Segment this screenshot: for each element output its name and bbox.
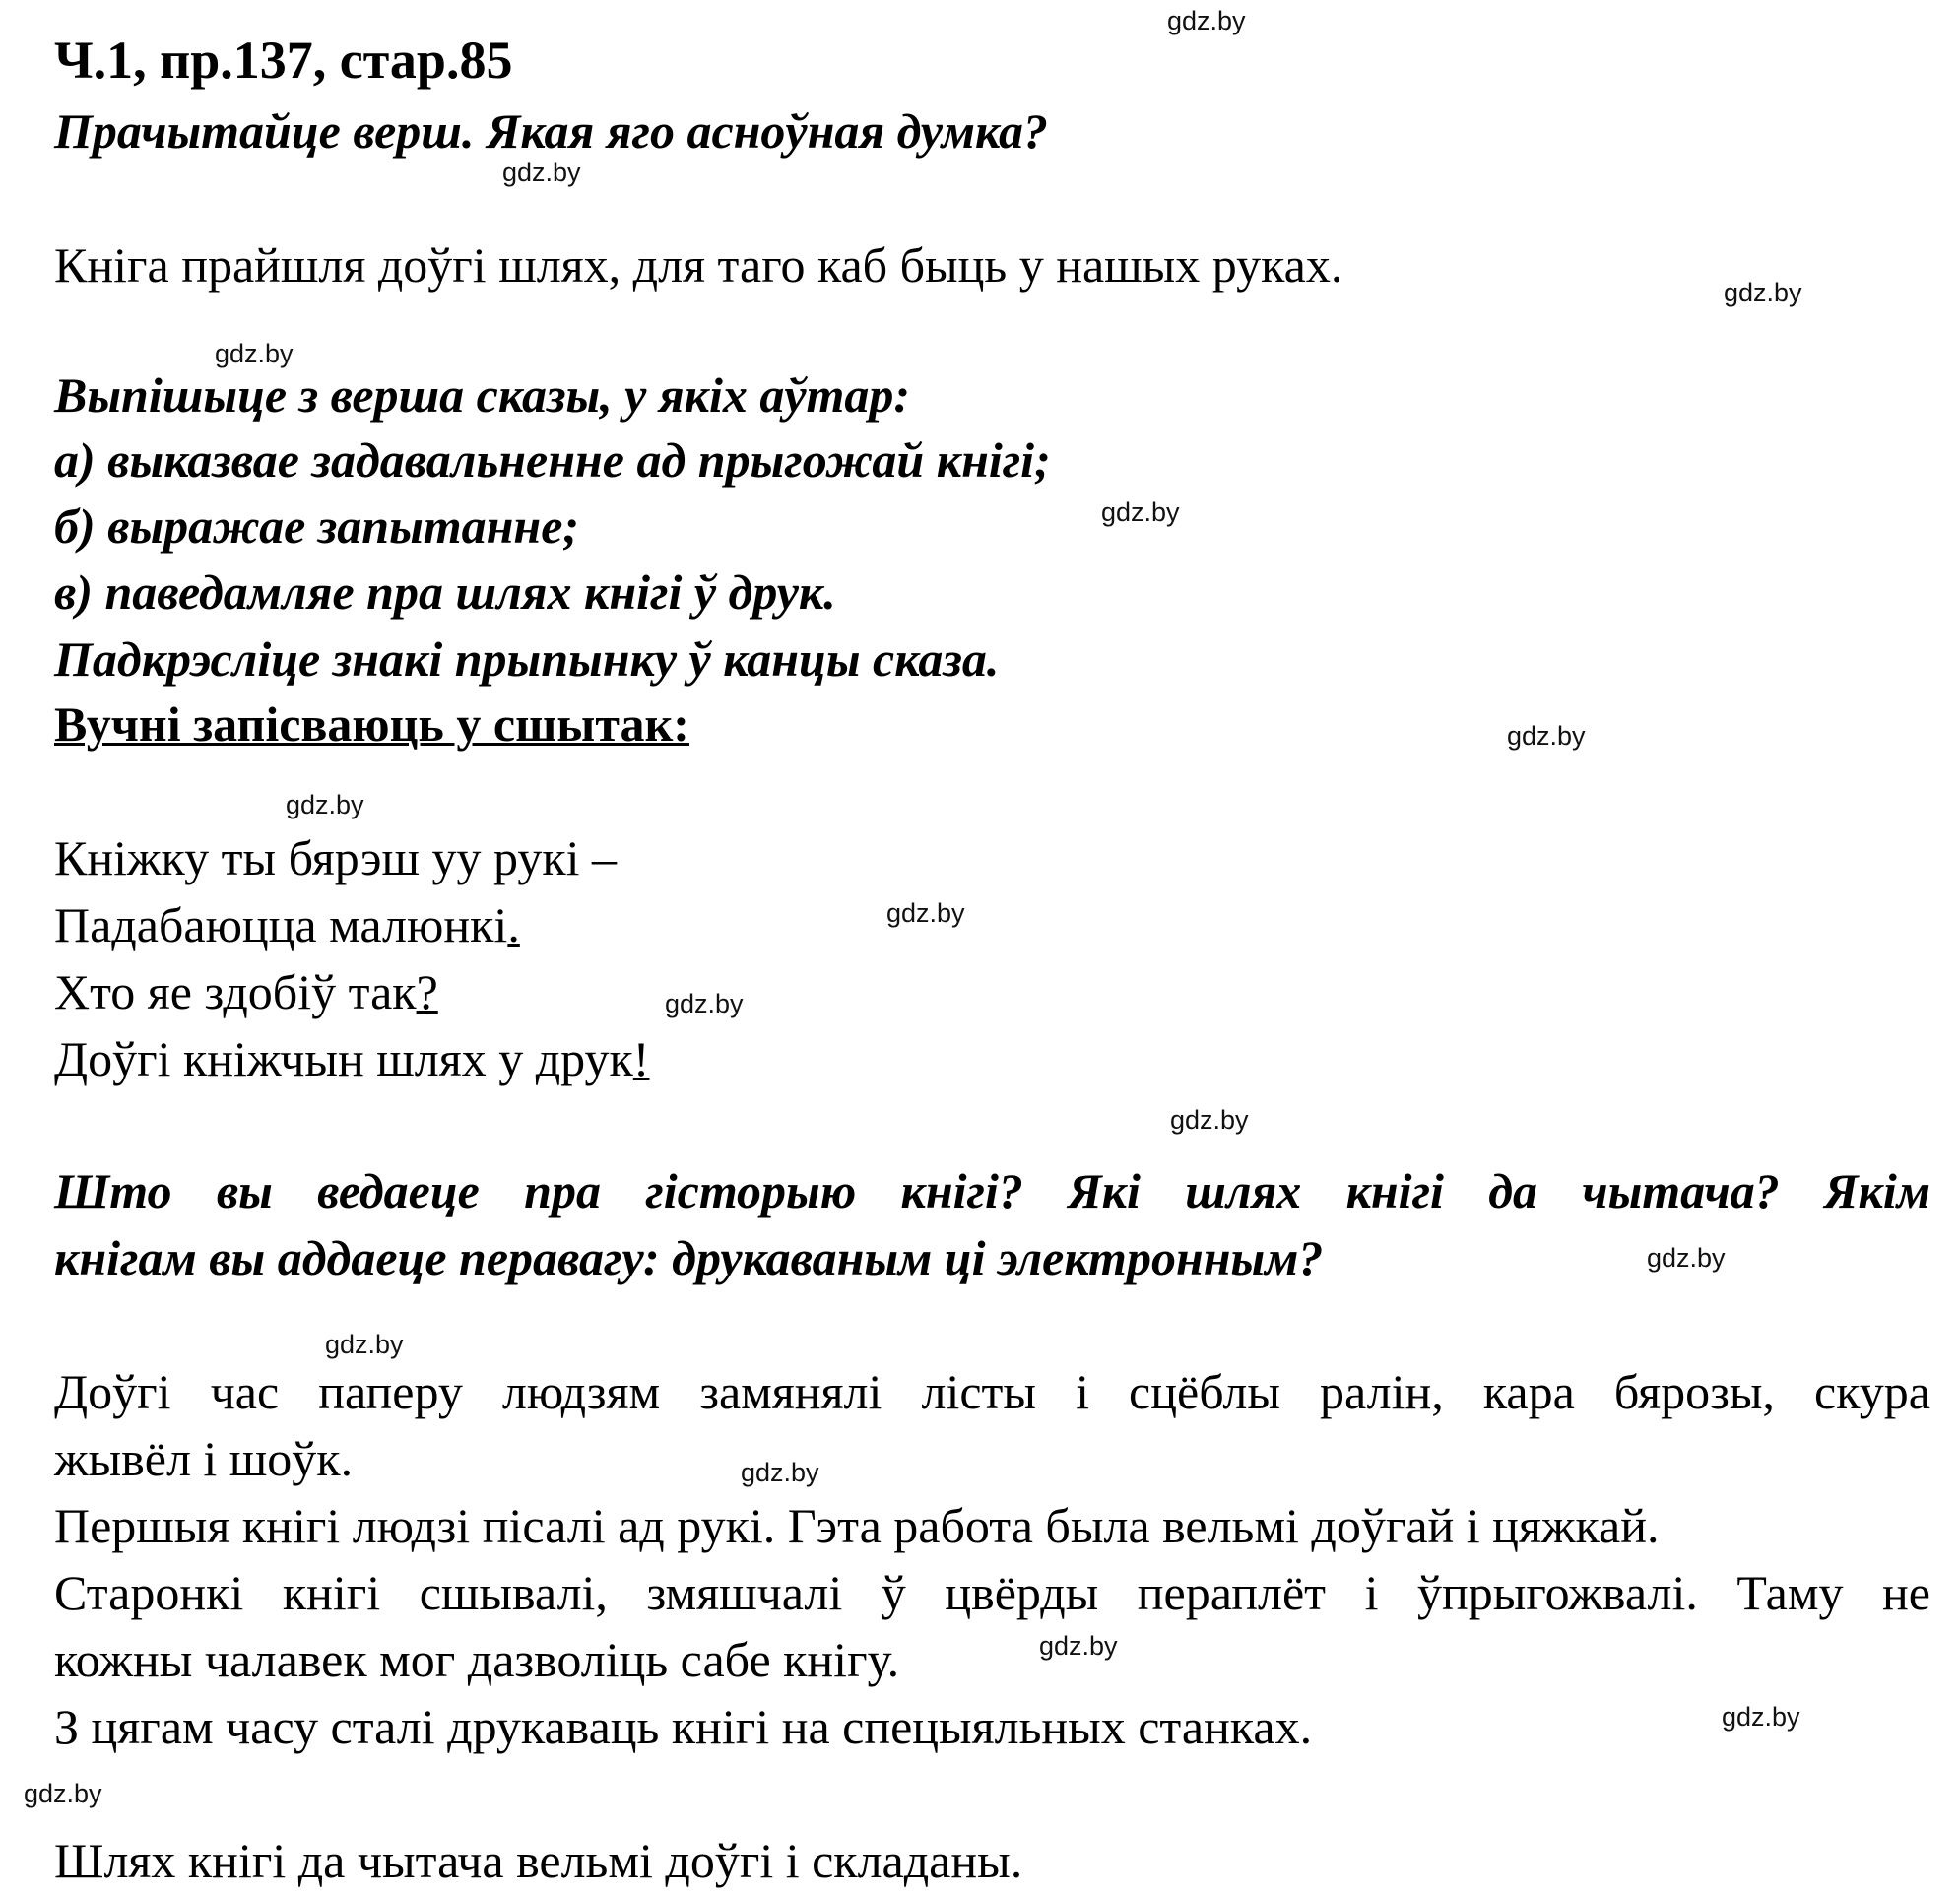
watermark: gdz.by bbox=[665, 989, 744, 1018]
watermark: gdz.by bbox=[1039, 1631, 1118, 1661]
answer-3-line: Старонкі кнігі сшывалі, змяшчалі ў цвёрды пераплёт і ўпрыгожвалі. Таму не bbox=[54, 1565, 1930, 1620]
task-3-question-line-2: кнігам вы аддаеце перавагу: друкаваным ці электронным? bbox=[54, 1230, 1324, 1285]
answer-3-line: жывёл і шоўк. bbox=[54, 1431, 354, 1486]
answer-3-line: Першыя кнігі людзі пісалі ад рукі. Гэта работа была вельмі доўгай і цяжкай. bbox=[54, 1498, 1660, 1553]
task-2-item-b: б) выражае запытанне; bbox=[54, 498, 580, 554]
page-title: Ч.1, пр.137, стар.85 bbox=[54, 31, 513, 90]
watermark: gdz.by bbox=[286, 790, 364, 819]
task-2-underline-instruction: Падкрэсліце знакі прыпынку ў канцы сказа. bbox=[54, 631, 1000, 687]
watermark: gdz.by bbox=[1507, 721, 1586, 751]
watermark: gdz.by bbox=[1101, 497, 1180, 527]
watermark: gdz.by bbox=[1170, 1105, 1249, 1135]
poem-line bbox=[54, 1030, 649, 1087]
watermark: gdz.by bbox=[1167, 6, 1246, 35]
watermark: gdz.by bbox=[1724, 278, 1802, 307]
answer-3-line: кожны чалавек мог дазволіць сабе кнігу. bbox=[54, 1632, 900, 1687]
poem-punct: ! bbox=[632, 1031, 650, 1086]
answer-3-line: Доўгі час паперу людзям замянялі лісты і сцёблы ралін, кара бярозы, скура bbox=[54, 1364, 1930, 1419]
task-3-question-line-1: Што вы ведаеце пра гісторыю кнігі? Які шлях кнігі да чытача? Якім bbox=[54, 1163, 1930, 1218]
poem-text: Кніжку ты бярэш уу рукі – bbox=[54, 830, 617, 885]
poem-text: Падабаюцца малюнкі bbox=[54, 897, 508, 952]
poem-line bbox=[54, 896, 520, 953]
watermark: gdz.by bbox=[325, 1330, 404, 1359]
poem-text: Хто яе здобіў так bbox=[54, 964, 417, 1019]
answer-3-line: З цягам часу сталі друкаваць кнігі на спецыяльных станках. bbox=[54, 1699, 1313, 1754]
task-2-intro: Выпішыце з верша сказы, у якіх аўтар: bbox=[54, 367, 911, 423]
watermark: gdz.by bbox=[1647, 1243, 1726, 1273]
task-2-item-a: а) выказвае задавальненне ад прыгожай кнігі; bbox=[54, 432, 1051, 488]
poem-punct: ? bbox=[416, 964, 438, 1019]
poem-text: Доўгі кніжчын шлях у друк bbox=[54, 1031, 633, 1086]
answer-3-line: Шлях кнігі да чытача вельмі доўгі і складаны. bbox=[54, 1833, 1023, 1888]
watermark: gdz.by bbox=[24, 1779, 102, 1808]
task-2-item-c: в) паведамляе пра шлях кнігі ў друк. bbox=[54, 564, 836, 620]
watermark: gdz.by bbox=[1722, 1702, 1800, 1732]
poem-line bbox=[54, 963, 438, 1020]
watermark: gdz.by bbox=[886, 898, 965, 928]
task-1-answer: Кніга прайшля доўгі шлях, для таго каб быць у нашых руках. bbox=[54, 237, 1343, 293]
poem-line bbox=[54, 829, 617, 886]
poem-punct: . bbox=[507, 897, 520, 952]
watermark: gdz.by bbox=[502, 158, 581, 187]
watermark: gdz.by bbox=[215, 339, 294, 368]
task-1-question: Прачытайце верш. Якая яго асноўная думка? bbox=[54, 103, 1049, 159]
watermark: gdz.by bbox=[741, 1458, 819, 1487]
notebook-heading: Вучні запісваюць у сшытак: bbox=[54, 696, 689, 752]
